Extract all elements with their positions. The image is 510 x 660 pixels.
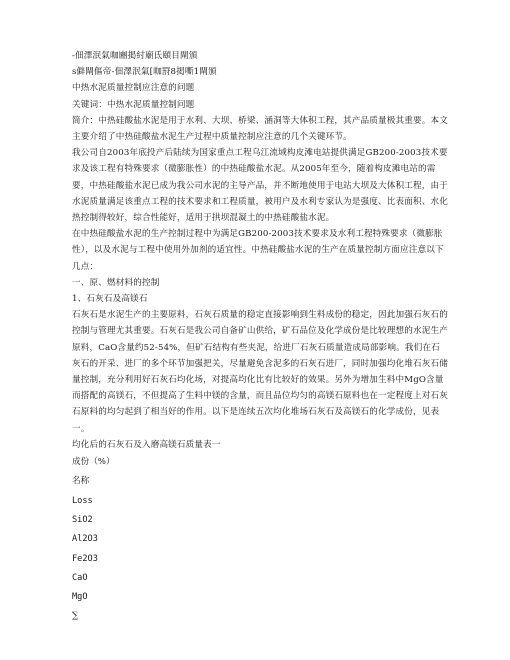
keywords: 关键词：中热水泥质量控制问题 — [72, 99, 195, 110]
table-list — [72, 453, 448, 627]
table-row: MgO — [72, 592, 88, 603]
table-name-label: 名称 — [72, 476, 90, 487]
paragraph-2: 在中热硅酸盐水泥的生产控制过程中为满足GB200-2003技术要求及水利工程特殊要求（微膨胀性），以及水泥与工程中使用外加剂的适宜性。中热硅酸盐水泥的生产在质量控制方面应注意以下几点： — [72, 229, 444, 272]
document-title: 中热水泥质量控制应注意的问题 — [72, 83, 195, 94]
paragraph-1: 我公司自2003年底投产后陆续为国家重点工程乌江流域构皮滩电站提供满足GB200-2003技术要求及该工程有特殊要求（微膨胀性）的中热硅酸盐水泥。从2005年至今，随着构皮滩电站的需要，中热硅酸盐水泥已成为我公司水泥的主导产品，并不断地使用于电站大坝及大体积工程，由于水泥质量满足该重点工程的技术要求和工程质量，被用户及水利专家认为是强度、比表面积、水化热控制得较好，综合性能好，适用于拱坝混凝土的中热硅酸盐水泥。 — [72, 148, 448, 224]
table-row: ∑ — [72, 611, 79, 622]
table-row: Al2O3 — [72, 534, 98, 545]
table-header: 成份（%） — [72, 457, 115, 468]
table-row: Fe2O3 — [72, 553, 98, 564]
table-row: SiO2 — [72, 514, 93, 525]
paragraph-3: 石灰石是水泥生产的主要原料，石灰石质量的稳定直接影响到生料成份的稳定，因此加强石灰石的控制与管理尤其重要。石灰石是我公司自备矿山供给，矿石品位及化学成份是比较理想的水泥生产原料，CaO含量约52-54%，但矿石结构有些夹泥，给进厂石灰石质量造成局部影响。我们在石灰石的开采、进厂的多个环节加强把关，尽量避免含泥多的石灰石进厂，同时加强均化堆石灰石储量控制，充分利用好石灰石均化场，对提高均化比有比较好的效果。另外为增加生料中MgO含量而搭配的高镁石，不但提高了生料中镁的含量，而且品位均匀的高镁石原料也在一定程度上对石灰石原料的均匀起到了相当好的作用。以下是连续五次均化堆场石灰石及高镁石的化学成份，见表一。 — [72, 310, 448, 434]
table-row: Loss — [72, 495, 93, 506]
document-page — [72, 48, 448, 627]
abstract: 简介：中热硅酸盐水泥是用于水利、大坝、桥梁、涵洞等大体积工程，其产品质量极其重要。本文主要介绍了中热硅酸盐水泥生产过程中质量控制应注意的几个关键环节。 — [72, 115, 448, 143]
header-line-2: s僻閘傴帝-佃澤泯氣[咖罸8掲嘶1閘頒 — [72, 67, 217, 78]
table-row: CaO — [72, 572, 88, 583]
subsection-heading: 1、石灰石及高镁石 — [72, 294, 148, 305]
section-heading: 一、原、燃材料的控制 — [72, 277, 160, 288]
table-caption: 均化后的石灰石及入磨高镁石质量表一 — [72, 439, 221, 450]
header-line-1: -佃澤泯氣咖豳掲紂廟氐頤目閘頒 — [72, 51, 198, 61]
